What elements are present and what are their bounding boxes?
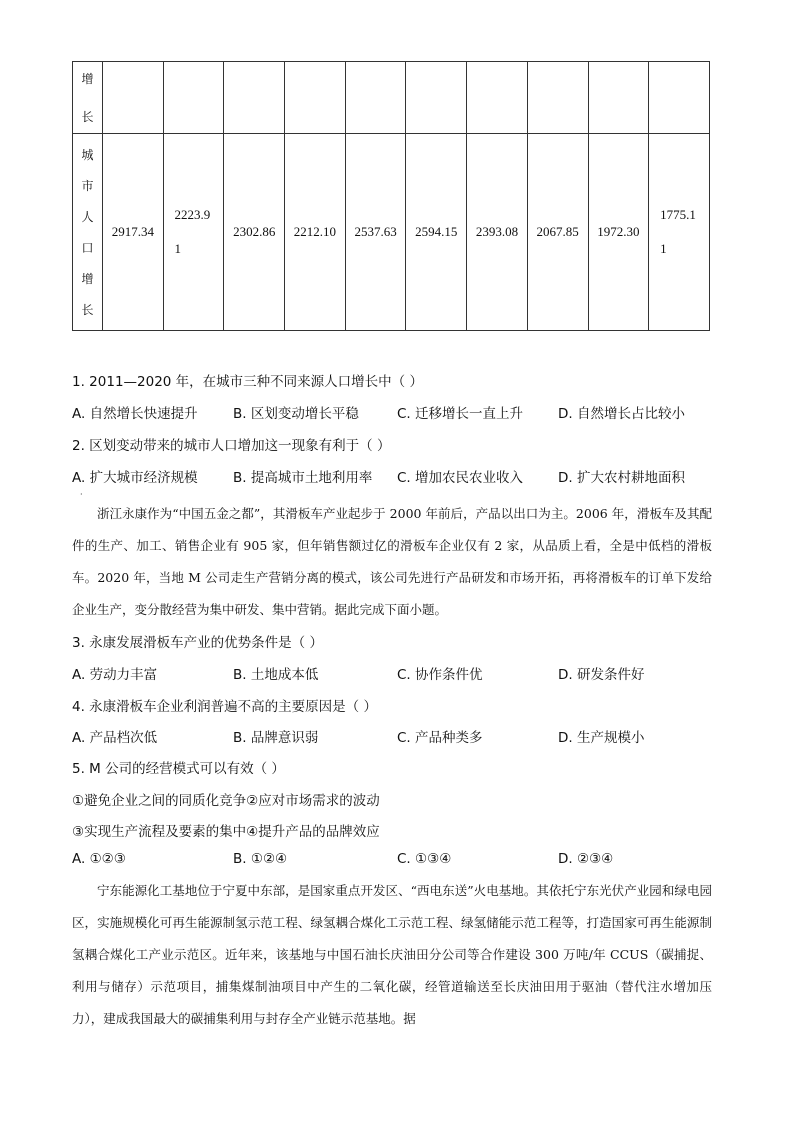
stray-dot-mark: · bbox=[80, 490, 83, 499]
table-cell: 2537.63 bbox=[345, 134, 406, 331]
question-4-option-d[interactable]: D. 生产规模小 bbox=[558, 730, 645, 746]
table-cell bbox=[406, 62, 467, 134]
table-cell: 2393.08 bbox=[467, 134, 528, 331]
label-char: 增 bbox=[81, 271, 94, 286]
table-cell bbox=[163, 62, 224, 134]
passage-ningdong-energy-base bbox=[72, 875, 712, 1035]
question-2-option-c[interactable]: C. 增加农民农业收入 bbox=[397, 470, 524, 486]
label-char: 长 bbox=[81, 302, 94, 317]
table-cell bbox=[467, 62, 528, 134]
question-5-option-c[interactable]: C. ①③④ bbox=[397, 851, 452, 867]
question-1-stem: 1. 2011—2020 年，在城市三种不同来源人口增长中（ ） bbox=[72, 374, 423, 390]
table-cell bbox=[345, 62, 406, 134]
question-1-option-c[interactable]: C. 迁移增长一直上升 bbox=[397, 406, 524, 422]
question-2-option-a[interactable]: A. 扩大城市经济规模 bbox=[72, 470, 198, 486]
question-1-option-d[interactable]: D. 自然增长占比较小 bbox=[558, 406, 685, 422]
question-4-option-b[interactable]: B. 品牌意识弱 bbox=[233, 730, 319, 746]
table-cell: 2067.85 bbox=[527, 134, 588, 331]
question-1-option-b[interactable]: B. 区划变动增长平稳 bbox=[233, 406, 359, 422]
question-4-option-c[interactable]: C. 产品种类多 bbox=[397, 730, 483, 746]
question-5-option-a[interactable]: A. ①②③ bbox=[72, 851, 126, 867]
table-cell: 1972.30 bbox=[588, 134, 649, 331]
passage-yongkang-scooter bbox=[72, 498, 712, 626]
row-label-growth bbox=[73, 62, 103, 134]
question-2-option-d[interactable]: D. 扩大农村耕地面积 bbox=[558, 470, 685, 486]
question-4-option-a[interactable]: A. 产品档次低 bbox=[72, 730, 158, 746]
question-4-stem: 4. 永康滑板车企业利润普遍不高的主要原因是（ ） bbox=[72, 699, 377, 715]
cell-value: 1775.11 bbox=[660, 207, 696, 256]
table-cell bbox=[103, 62, 164, 134]
table-cell: 2212.10 bbox=[285, 134, 346, 331]
label-char: 长 bbox=[81, 109, 94, 124]
table-row-urban-population-growth bbox=[73, 134, 710, 331]
question-3-option-b[interactable]: B. 土地成本低 bbox=[233, 667, 319, 683]
table-cell bbox=[224, 62, 285, 134]
question-3-option-a[interactable]: A. 劳动力丰富 bbox=[72, 667, 158, 683]
question-3-option-d[interactable]: D. 研发条件好 bbox=[558, 667, 645, 683]
table-cell bbox=[285, 62, 346, 134]
passage-text: 浙江永康作为“中国五金之都”，其滑板车产业起步于 2000 年前后，产品以出口为主。2006 年，滑板车及其配件的生产、加工、销售企业有 905 家，但年销售额过亿的滑板车企业仅有 2 家，从品质上看，全是中低档的滑板车。2020 年，当地 M 公司走生产营销分离的模式，该公司先进行产品研发和市场开拓，再将滑板车的订单下发给企业生产，变分散经营为集中研发、集中营销。据此完成下面小题。 bbox=[72, 506, 712, 617]
question-1-option-a[interactable]: A. 自然增长快速提升 bbox=[72, 406, 198, 422]
table-cell: 2594.15 bbox=[406, 134, 467, 331]
cell-value: 2223.91 bbox=[174, 207, 211, 256]
passage-text: 宁东能源化工基地位于宁夏中东部，是国家重点开发区、“西电东送”火电基地。其依托宁东光伏产业园和绿电园区，实施规模化可再生能源制氢示范工程、绿氢耦合煤化工示范工程、绿氢储能示范工程等，打造国家可再生能源制氢耦合煤化工产业示范区。近年来，该基地与中国石油长庆油田分公司等合作建设 300 万吨/年 CCUS（碳捕捉、利用与储存）示范项目，捕集煤制油项目中产生的二氧化碳，经管道输送至长庆油田用于驱油（替代注水增加压力），建成我国最大的碳捕集利用与封存全产业链示范基地。据 bbox=[72, 883, 712, 1026]
question-3-stem: 3. 永康发展滑板车产业的优势条件是（ ） bbox=[72, 635, 323, 651]
table-cell bbox=[649, 134, 710, 331]
label-char: 城 bbox=[81, 147, 94, 162]
label-char: 人 bbox=[81, 209, 94, 224]
question-5-stem: 5. M 公司的经营模式可以有效（ ） bbox=[72, 761, 285, 777]
row-label-urban-population-growth bbox=[73, 134, 103, 331]
table-cell: 2302.86 bbox=[224, 134, 285, 331]
question-5-statements-1: ①避免企业之间的同质化竞争②应对市场需求的波动 bbox=[72, 793, 380, 809]
table-cell bbox=[649, 62, 710, 134]
population-growth-table bbox=[72, 61, 710, 331]
question-5-option-d[interactable]: D. ②③④ bbox=[558, 851, 614, 867]
label-char: 市 bbox=[81, 178, 94, 193]
table-cell bbox=[588, 62, 649, 134]
question-5-option-b[interactable]: B. ①②④ bbox=[233, 851, 288, 867]
table-cell bbox=[527, 62, 588, 134]
question-3-option-c[interactable]: C. 协作条件优 bbox=[397, 667, 483, 683]
table-cell bbox=[163, 134, 224, 331]
question-5-statements-2: ③实现生产流程及要素的集中④提升产品的品牌效应 bbox=[72, 824, 380, 840]
table-cell: 2917.34 bbox=[103, 134, 164, 331]
question-2-option-b[interactable]: B. 提高城市土地利用率 bbox=[233, 470, 373, 486]
table-row-growth-tail bbox=[73, 62, 710, 134]
question-2-stem: 2. 区划变动带来的城市人口增加这一现象有利于（ ） bbox=[72, 438, 391, 454]
label-char: 口 bbox=[81, 240, 94, 255]
label-char: 增 bbox=[81, 71, 94, 86]
